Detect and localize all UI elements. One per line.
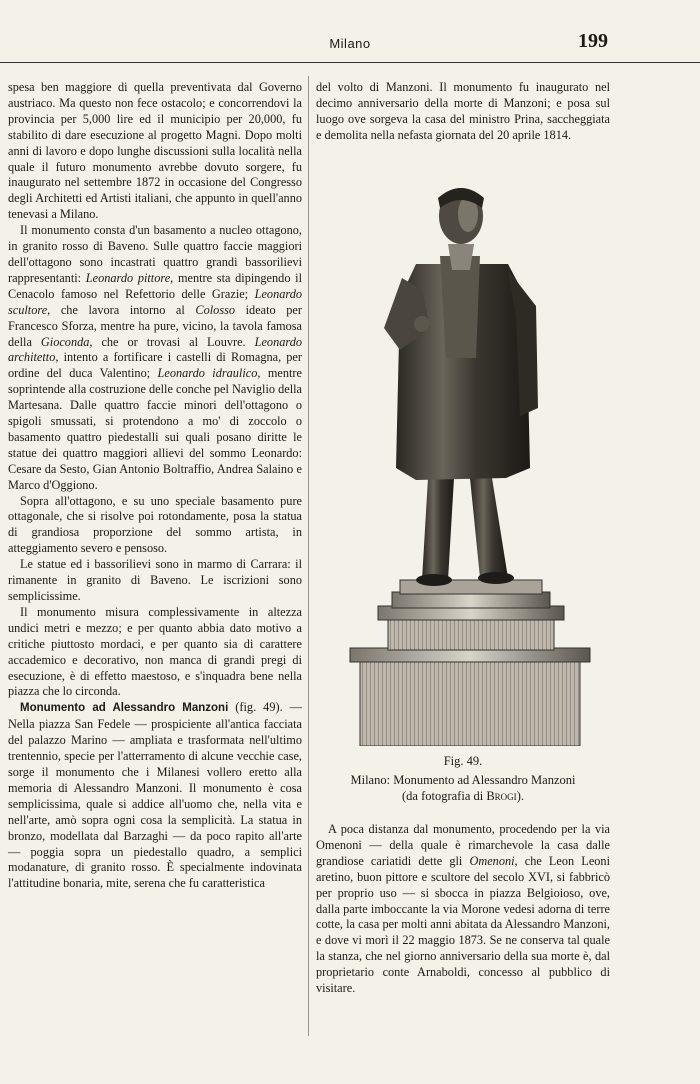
paragraph: spesa ben maggiore di quella preventivata dal Governo austriaco. Ma questo non fece ostacolo; e concorrendovi la provincia per 5,000 lire ed il municipio per 20,000, fu stabilito di dare esecuzione al progetto Magni. Dopo molti anni di lavoro e dopo lunghe discussioni sulla località nella quale il futuro monumento avrebbe dovuto sorgere, fu inaugurato nel settembre 1872 in occasione del Congresso degli Architetti ed Artisti italiani, che appunto in quell'anno tenevasi a Milano. — [8, 80, 302, 222]
paragraph: A poca distanza dal monumento, procedendo per la via Omenoni — della quale è rimarchevole la casa dalle grandiose cariatidi dette gli Omenoni, che Leon Leoni aretino, buon pittore e scultore del secolo XVI, si fabbricò per proprio uso — si sbocca in piazza Belgioioso, ove, dalla parte imboccante la via Morone vedesi adorna di terre cotte, la casa per molti anni abitata da Alessandro Manzoni, e dove vi morì il 22 maggio 1873. Se ne conserva tal quale la stanza, che nel giorno anniversario della sua morte è, dal proprietario conte Arnaboldi, concesso al pubblico di visitare. — [316, 822, 610, 996]
left-column — [8, 80, 302, 892]
figure-number: Fig. 49. — [443, 754, 483, 768]
paragraph: Le statue ed i bassorilievi sono in marmo di Carrara: il rimanente in granito di Baveno. Le iscrizioni sono semplicissime. — [8, 557, 302, 603]
section-heading: Monumento ad Alessandro Manzoni — [20, 702, 229, 715]
header-rule — [0, 62, 700, 63]
photographer-name: Brogi — [486, 789, 517, 803]
right-column-lower — [316, 822, 610, 997]
paragraph: Sopra all'ottagono, e su uno speciale basamento pure ottagonale, che si risolve poi rotondamente, posa la statua di grandiosa proporzione del sommo artista, in atteggiamento severo e pensoso. — [8, 493, 302, 556]
figure-caption: Milano: Monumento ad Alessandro Manzoni (da fotografia di Brogi). — [350, 773, 576, 803]
paragraph: Monumento ad Alessandro Manzoni (fig. 49). — Nella piazza San Fedele — prospiciente all'antica facciata del palazzo Marino — ampliata e trasformata nell'ultimo trentennio, specie per l'atterramento di alcune vecchie case, sorge il monumento che i Milanesi vollero eretto alla memoria di Alessandro Manzoni. Il monumento è cosa semplicissima, quale si addice all'uomo che, nella vita e nell'arte, amò sopra ogni cosa la semplicità. La statua in bronzo, modellata dal Barzaghi — da poco rapito all'arte — poggia sopra un piedestallo quadro, a semplici modanature, di granito rosso. È specialmente indovinata l'attitudine bonaria, mite, serena che fu caratteristica — [8, 700, 302, 891]
right-column-top — [316, 80, 610, 144]
statue-illustration — [330, 178, 608, 746]
manzoni-statue-image — [330, 178, 608, 746]
running-title: Milano — [329, 36, 371, 51]
page-number: 199 — [578, 30, 608, 52]
paragraph: Il monumento misura complessivamente in altezza undici metri e mezzo; e per quanto abbia dato motivo a critiche piuttosto mordaci, e per quanto sia di carattere accademico e decorativo, non manca di grandi pregi di esecuzione, è di effetto maestoso, e s'inquadra bene nella piazza che lo circonda. — [8, 604, 302, 699]
column-divider — [308, 76, 309, 1036]
paragraph: Il monumento consta d'un basamento a nucleo ottagono, in granito rosso di Baveno. Sulle quattro faccie maggiori dell'ottagono sono incastrati quattro grandi bassorilievi rappresentanti: Leonardo pittore, mentre sta dipingendo il Cenacolo famoso nel Refettorio delle Grazie; Leonardo scultore, che lavora intorno al Colosso ideato per Francesco Sforza, mentre ha pure, vicino, la tavola famosa della Gioconda, che or trovasi al Louvre. Leonardo architetto, intento a fortificare i castelli di Romagna, per ordine del duca Valentino; Leonardo idraulico, mentre soprintende alla costruzione delle conche pel Naviglio della Martesana. Dalle quattro faccie minori dell'ottagono o spigoli smussati, si protendono a mo' di zoccolo o basamento quattro piedestalli sui quali posano diritte le statue dei quattro maggiori allievi del sommo Leonardo: Cesare da Sesto, Gian Antonio Boltraffio, Andrea Salaino e Marco d'Oggiono. — [8, 223, 302, 492]
page-header — [0, 0, 700, 64]
paragraph: del volto di Manzoni. Il monumento fu inaugurato nel decimo anniversario della morte di Manzoni; e posa sul luogo ove sorgeva la casa del ministro Prina, saccheggiata e demolita nella nefasta giornata del 20 aprile 1814. — [316, 80, 610, 142]
